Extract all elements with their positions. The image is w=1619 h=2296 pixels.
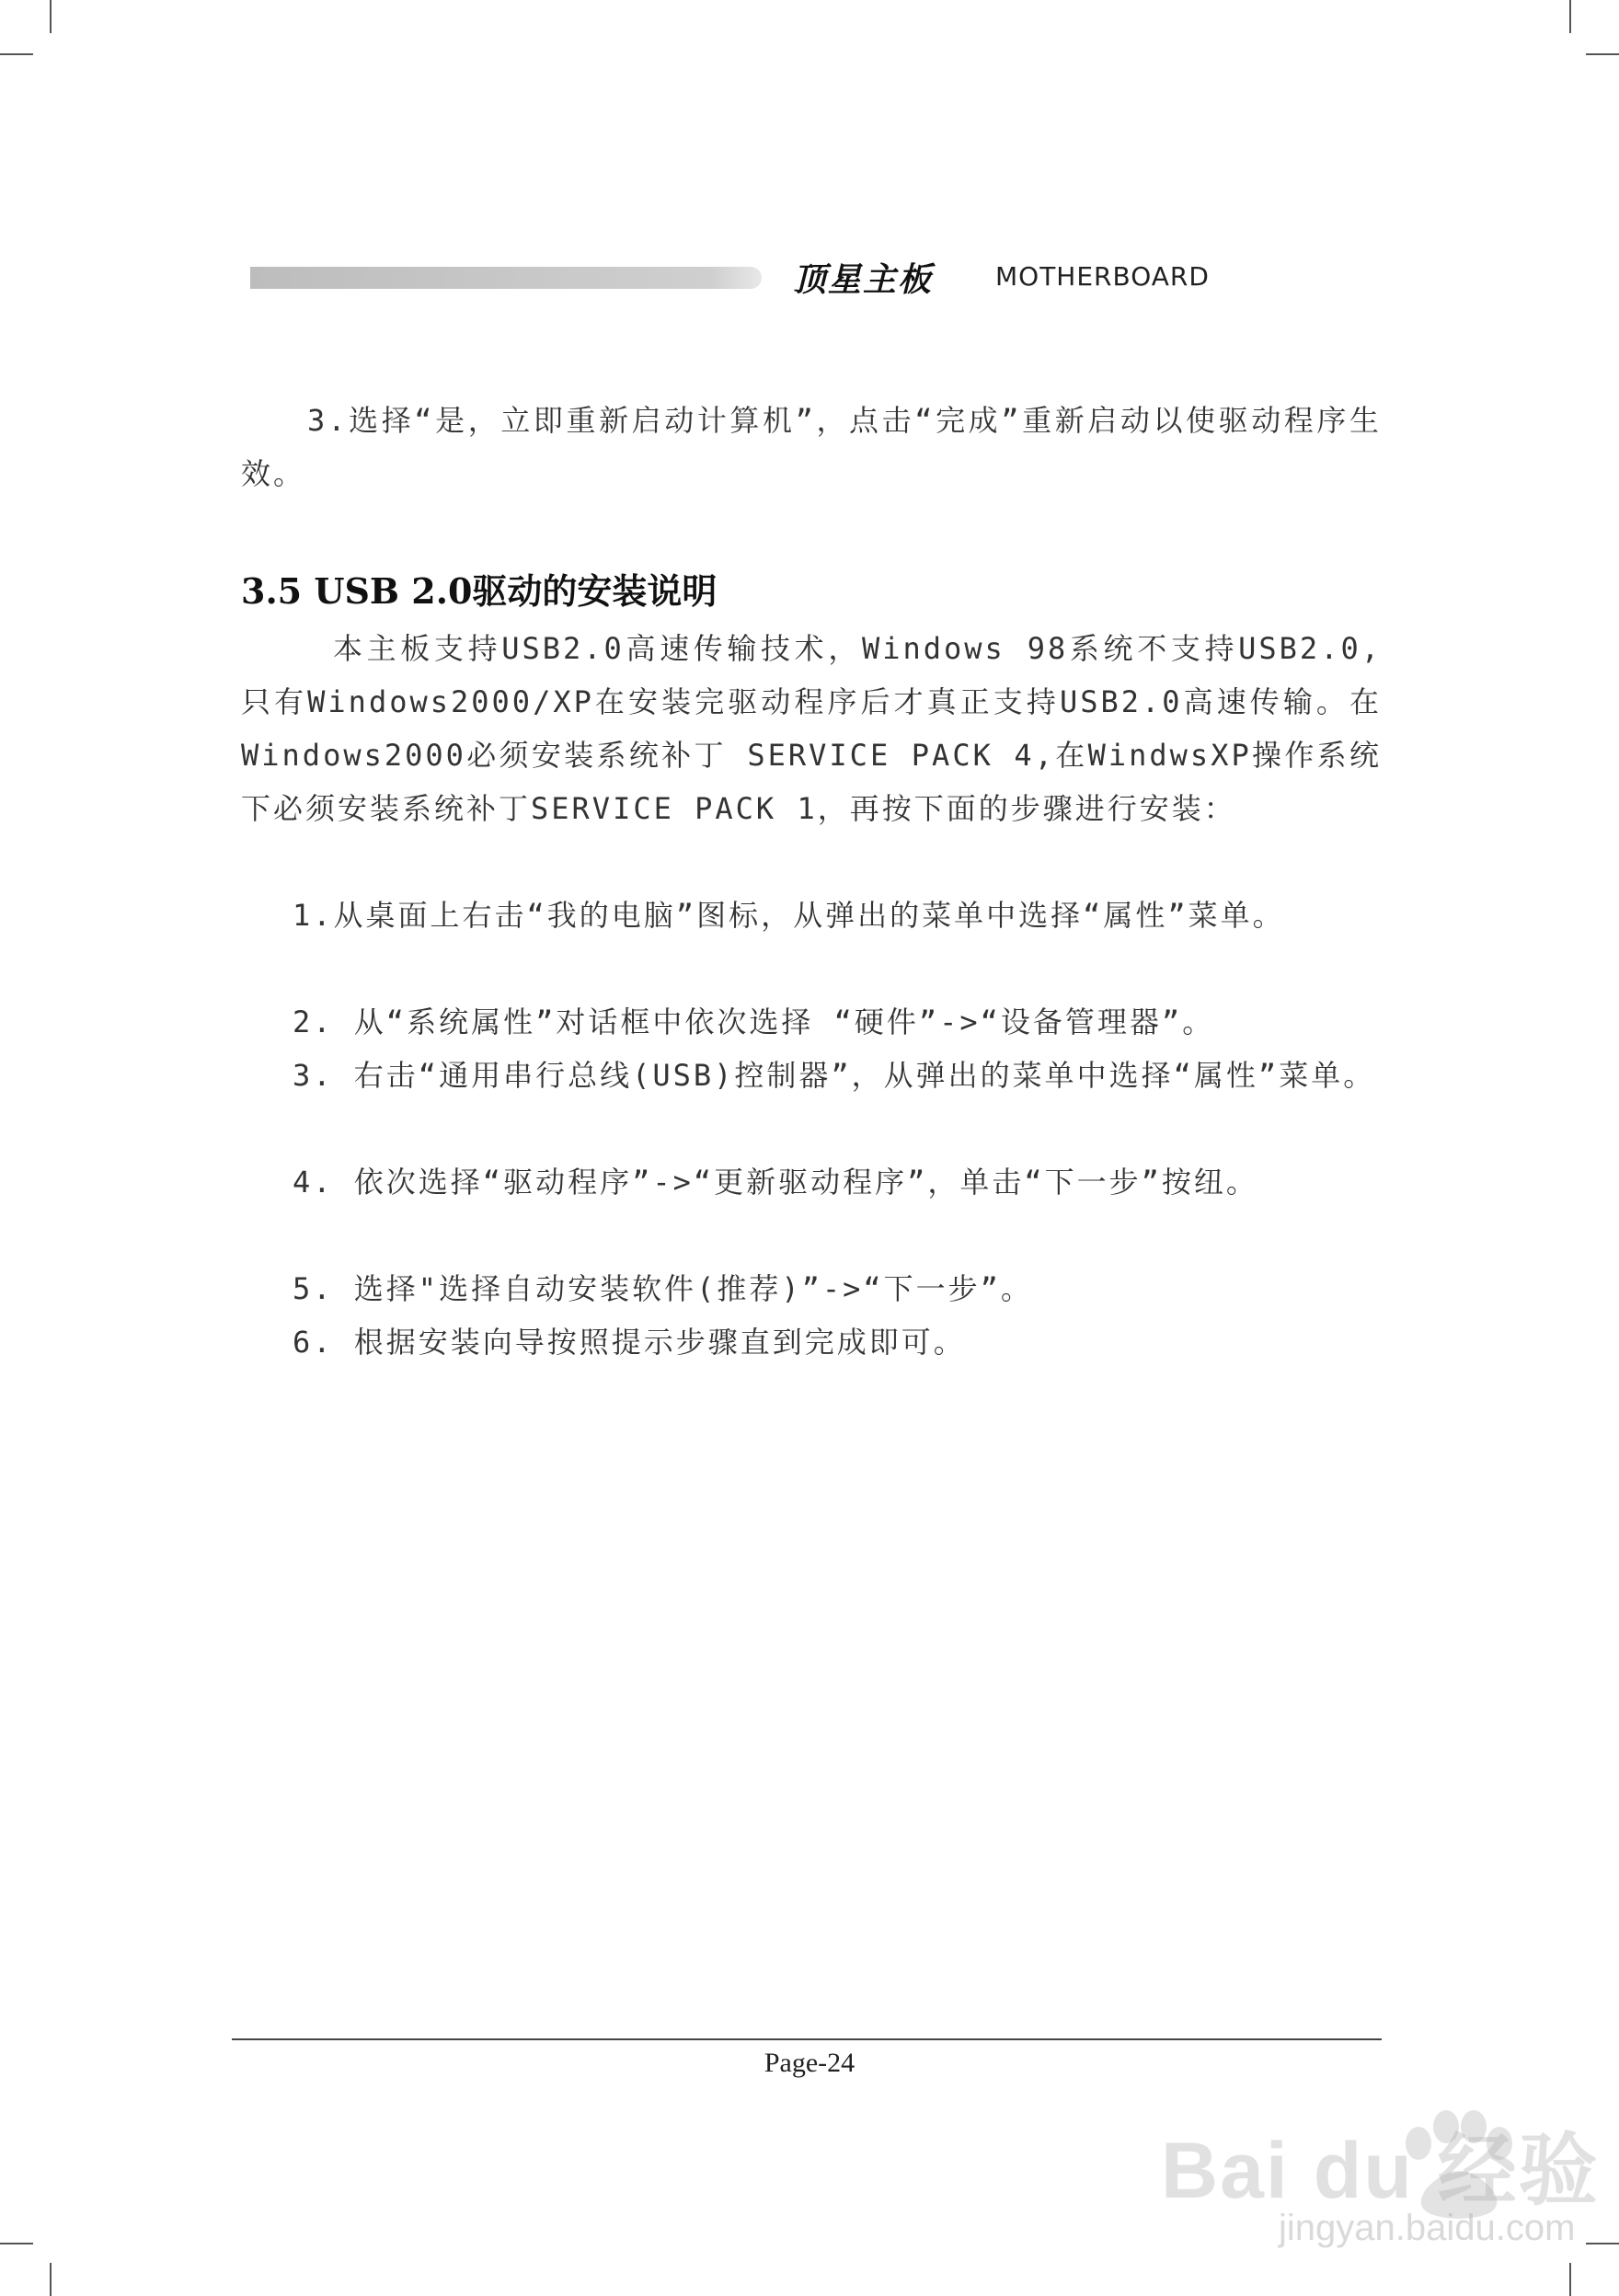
crop-mark xyxy=(50,0,52,33)
step-item-5: 5. 选择"选择自动安装软件(推荐)”->“下一步”。 xyxy=(293,1271,1033,1306)
crop-mark xyxy=(0,53,33,55)
crop-mark xyxy=(1586,53,1619,55)
crop-mark xyxy=(1569,2263,1571,2296)
header-bar xyxy=(250,267,762,289)
crop-mark xyxy=(0,2243,33,2244)
step-item-4: 4. 依次选择“驱动程序”->“更新驱动程序”，单击“下一步”按纽。 xyxy=(293,1165,1258,1200)
step-3-previous: 3.选择“是，立即重新启动计算机”，点击“完成”重新启动以使驱动程序生效。 xyxy=(241,403,1382,491)
crop-mark xyxy=(1569,0,1571,33)
brand-subtitle: MOTHERBOARD xyxy=(995,261,1210,292)
footer-rule xyxy=(232,2038,1382,2040)
step-item-6: 6. 根据安装向导按照提示步骤直到完成即可。 xyxy=(293,1325,966,1360)
crop-mark xyxy=(50,2263,52,2296)
intro-paragraph: 本主板支持USB2.0高速传输技术，Windows 98系统不支持USB2.0,只有Windows2000/XP在安装完驱动程序后才真正支持USB2.0高速传输。在Windows2000必须安装系统补丁 SERVICE PACK 4,在WindwsXP操作系统下必须安装系统补丁SERVICE PACK 1，再按下面的步骤进行安装： xyxy=(241,631,1382,826)
section-title: 3.5 USB 2.0驱动的安装说明 xyxy=(241,570,718,612)
step-item-2: 2. 从“系统属性”对话框中依次选择 “硬件”->“设备管理器”。 xyxy=(293,1004,1215,1039)
watermark-brand: Bai du 经验 xyxy=(1161,2127,1600,2215)
page-number: Page-24 xyxy=(764,2048,855,2078)
crop-mark xyxy=(1586,2243,1619,2244)
step-item-3: 3. 右击“通用串行总线(USB)控制器”，从弹出的菜单中选择“属性”菜单。 xyxy=(293,1058,1376,1093)
watermark-url: jingyan.baidu.com xyxy=(1279,2208,1576,2248)
step-item-1: 1.从桌面上右击“我的电脑”图标，从弹出的菜单中选择“属性”菜单。 xyxy=(293,898,1285,933)
brand-logo-text: 顶星主板 xyxy=(793,261,934,299)
